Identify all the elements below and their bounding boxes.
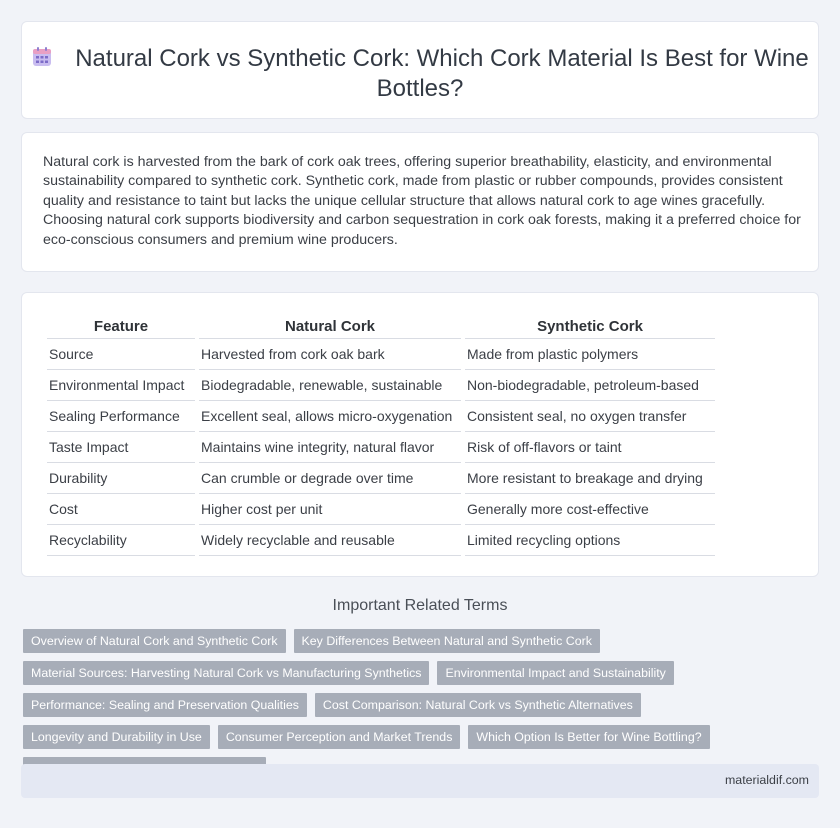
header-natural-cork: Natural Cork [199, 315, 461, 339]
comparison-table [43, 315, 719, 556]
summary-text: Natural cork is harvested from the bark of cork oak trees, offering superior breathability, elasticity, and environmental sustainability compared to synthetic cork. Synthetic cork, made from plastic or rubber compounds, provides consistent quality and resistance to taint but lacks the unique cellular structure that allows natural cork to age wines gracefully. Choosing natural cork supports biodiversity and carbon sequestration in cork oak forests, making it a preferred choice for eco-conscious consumers and premium wine producers. [43, 154, 801, 248]
feature-cell: Sealing Performance [47, 401, 195, 432]
page-title: Natural Cork vs Synthetic Cork: Which Cork Material Is Best for Wine Bottles? [75, 45, 809, 102]
synthetic-cell: Generally more cost-effective [465, 494, 715, 525]
synthetic-cell: Risk of off-flavors or taint [465, 432, 715, 463]
table-row [47, 494, 715, 525]
feature-cell: Environmental Impact [47, 370, 195, 401]
feature-cell: Taste Impact [47, 432, 195, 463]
related-term-tag[interactable]: Which Option Is Better for Wine Bottling? [468, 725, 709, 749]
natural-cell: Harvested from cork oak bark [199, 339, 461, 370]
related-terms-tags [23, 629, 818, 781]
synthetic-cell: Limited recycling options [465, 525, 715, 556]
related-term-tag[interactable]: Key Differences Between Natural and Synthetic Cork [294, 629, 600, 653]
synthetic-cell: Non-biodegradable, petroleum-based [465, 370, 715, 401]
table-row [47, 432, 715, 463]
natural-cell: Higher cost per unit [199, 494, 461, 525]
natural-cell: Widely recyclable and reusable [199, 525, 461, 556]
table-row [47, 525, 715, 556]
footer-bar [21, 764, 819, 798]
related-term-tag[interactable]: Cost Comparison: Natural Cork vs Synthetic Alternatives [315, 693, 641, 717]
natural-cell: Maintains wine integrity, natural flavor [199, 432, 461, 463]
related-term-tag[interactable]: Consumer Perception and Market Trends [218, 725, 461, 749]
header-card [21, 21, 819, 119]
table-row [47, 463, 715, 494]
feature-cell: Recyclability [47, 525, 195, 556]
calendar-grid-icon [31, 46, 53, 68]
header-synthetic-cork: Synthetic Cork [465, 315, 715, 339]
comparison-table-card [21, 292, 819, 577]
related-terms-title: Important Related Terms [332, 597, 508, 614]
feature-cell: Cost [47, 494, 195, 525]
table-row [47, 370, 715, 401]
related-term-tag[interactable]: Environmental Impact and Sustainability [437, 661, 673, 685]
related-term-tag[interactable]: Overview of Natural Cork and Synthetic Cork [23, 629, 286, 653]
table-row [47, 339, 715, 370]
related-term-tag[interactable]: Longevity and Durability in Use [23, 725, 210, 749]
summary-card [21, 132, 819, 272]
synthetic-cell: Made from plastic polymers [465, 339, 715, 370]
feature-cell: Durability [47, 463, 195, 494]
table-row [47, 401, 715, 432]
header-feature: Feature [47, 315, 195, 339]
related-term-tag[interactable]: Performance: Sealing and Preservation Qualities [23, 693, 307, 717]
footer-site-link[interactable]: materialdif.com [724, 773, 809, 787]
synthetic-cell: Consistent seal, no oxygen transfer [465, 401, 715, 432]
table-header-row [47, 315, 715, 339]
related-term-tag[interactable]: Material Sources: Harvesting Natural Cork vs Manufacturing Synthetics [23, 661, 429, 685]
synthetic-cell: More resistant to breakage and drying [465, 463, 715, 494]
page-title-wrap [22, 44, 818, 104]
feature-cell: Source [47, 339, 195, 370]
natural-cell: Biodegradable, renewable, sustainable [199, 370, 461, 401]
natural-cell: Can crumble or degrade over time [199, 463, 461, 494]
natural-cell: Excellent seal, allows micro-oxygenation [199, 401, 461, 432]
